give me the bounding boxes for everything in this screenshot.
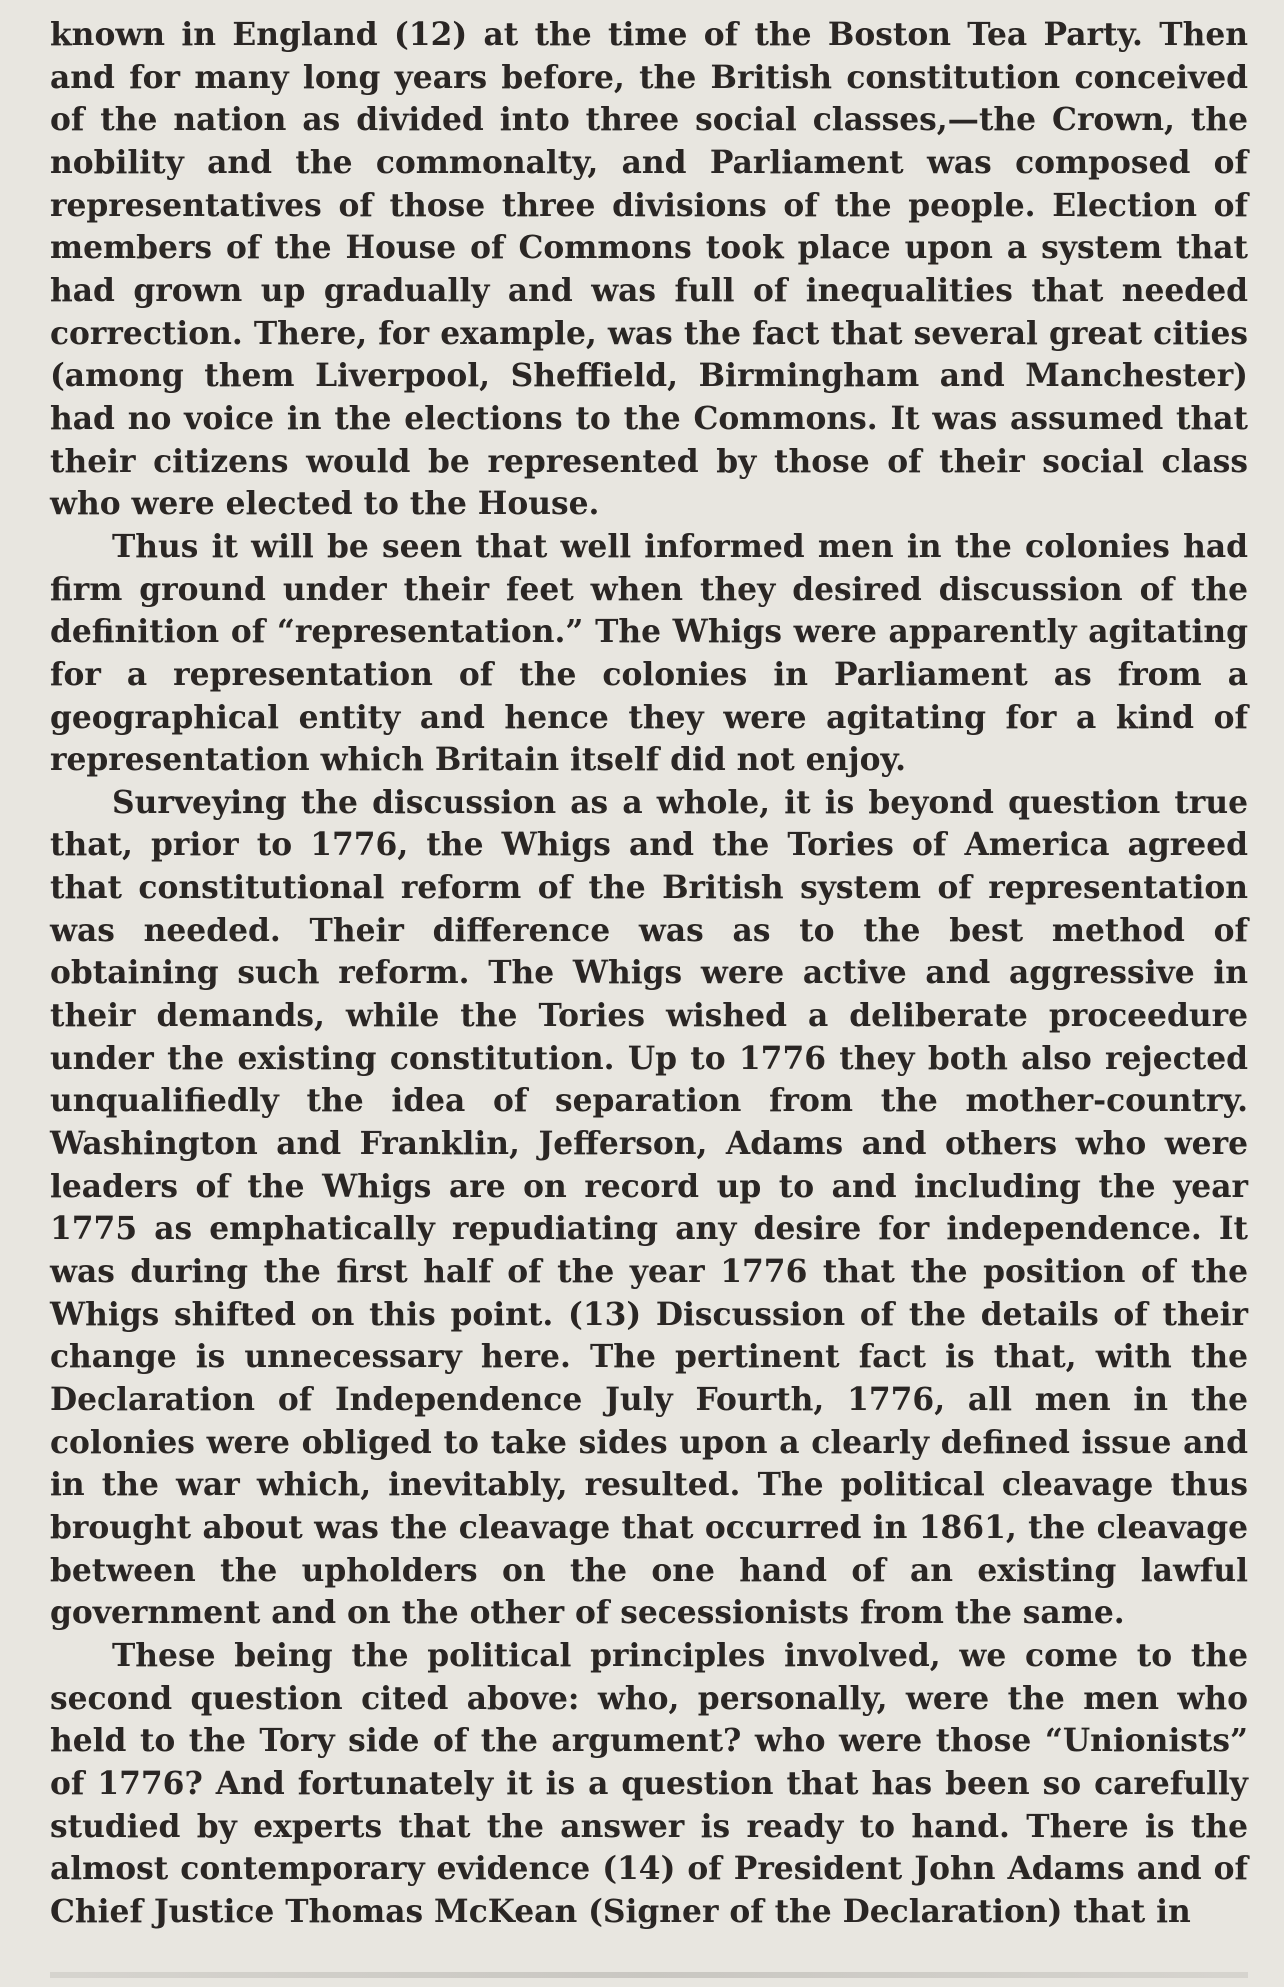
page-bottom-edge [50,1972,1248,1978]
paragraph-2: Thus it will be seen that well informed men in the colonies had firm ground under their feet when they desired discussion of the definition of “representation.” The Whigs were apparently agitating for a representation of the colonies in Parliament as from a geographical entity and hence they were agitating for a kind of representation which Britain itself did not enjoy. [50,528,1248,779]
paragraph-3: Surveying the discussion as a whole, it is beyond question true that, prior to 1776, the Whigs and the Tories of America agreed that constitutional reform of the British system of representation was needed. Their difference was as to the best method of obtaining such reform. The Whigs were active and aggressive in their demands, while the Tories wished a deliberate proceedure under the existing constitution. Up to 1776 they both also rejected unqualifiedly the idea of separation from the mother-country. Washington and Franklin, Jefferson, Adams and others who were leaders of the Whigs are on record up to and including the year 1775 as emphatically repudiating any desire for independence. It was during the first half of the year 1776 that the position of the Whigs shifted on this point. (13) Discussion of the details of their change is unnecessary here. The pertinent fact is that, with the Declaration of Independence July Fourth, 1776, all men in the colonies were obliged to take sides upon a clearly defined issue and in the war which, inevitably, resulted. The political cleavage thus brought about was the cleavage that occurred in 1861, the cleavage between the upholders on the one hand of an existing lawful government and on the other of secessionists from the same. [50,784,1248,1632]
paragraph-1: known in England (12) at the time of the Boston Tea Party. Then and for many long years before, the British constitution conceived of the nation as divided into three social classes,—the Crown, the nobility and the commonalty, and Parliament was composed of representatives of those three divisions of the people. Election of members of the House of Commons took place upon a system that had grown up gradually and was full of inequalities that needed correction. There, for example, was the fact that several great cities (among them Liverpool, Sheffield, Birmingham and Manchester) had no voice in the elections to the Commons. It was assumed that their citizens would be represented by those of their social class who were elected to the House. [50,17,1248,523]
paragraph-4: These being the political principles involved, we come to the second question cited above: who, personally, were the men who held to the Tory side of the argument? who were those “Unionists” of 1776? And fortunately it is a question that has been so carefully studied by experts that the answer is ready to hand. There is the almost contemporary evidence (14) of President John Adams and of Chief Justice Thomas McKean (Signer of the Declaration) that in [50,1637,1248,1930]
body-text [50,14,1248,1934]
